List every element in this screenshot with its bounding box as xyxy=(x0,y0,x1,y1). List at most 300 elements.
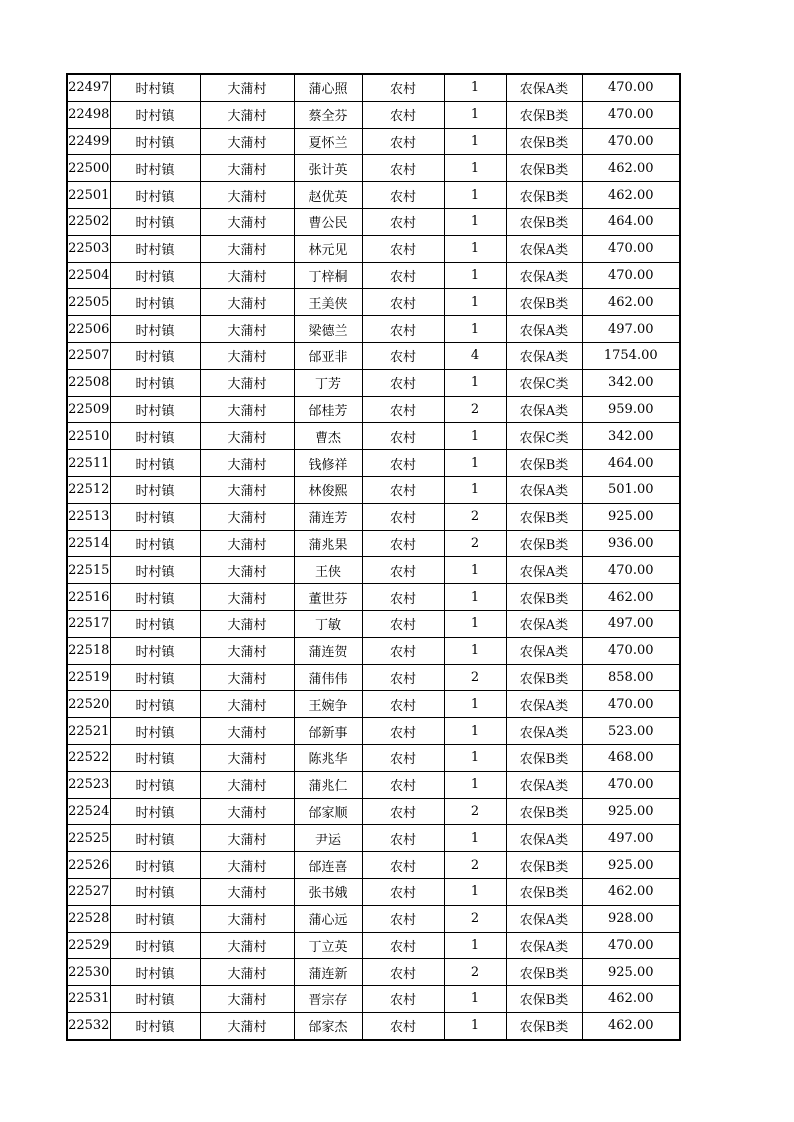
village-cell: 大蒲村 xyxy=(200,664,294,691)
insurance-class-cell: 农保C类 xyxy=(506,423,582,450)
town-cell: 时村镇 xyxy=(110,610,200,637)
town-cell: 时村镇 xyxy=(110,423,200,450)
area-type-cell: 农村 xyxy=(362,664,444,691)
table-row xyxy=(67,369,680,396)
village-cell: 大蒲村 xyxy=(200,396,294,423)
area-type-cell: 农村 xyxy=(362,128,444,155)
household-count-cell: 2 xyxy=(444,664,506,691)
insurance-class-cell: 农保B类 xyxy=(506,664,582,691)
area-type-cell: 农村 xyxy=(362,396,444,423)
insurance-class-cell: 农保B类 xyxy=(506,744,582,771)
village-cell: 大蒲村 xyxy=(200,557,294,584)
amount-cell: 470.00 xyxy=(582,74,680,101)
town-cell: 时村镇 xyxy=(110,1012,200,1039)
name-cell: 邰家杰 xyxy=(294,1012,362,1039)
name-cell: 董世芬 xyxy=(294,584,362,611)
village-cell: 大蒲村 xyxy=(200,450,294,477)
amount-cell: 342.00 xyxy=(582,369,680,396)
town-cell: 时村镇 xyxy=(110,637,200,664)
village-cell: 大蒲村 xyxy=(200,316,294,343)
table-row xyxy=(67,476,680,503)
amount-cell: 497.00 xyxy=(582,316,680,343)
village-cell: 大蒲村 xyxy=(200,744,294,771)
insurance-class-cell: 农保A类 xyxy=(506,557,582,584)
amount-cell: 470.00 xyxy=(582,932,680,959)
village-cell: 大蒲村 xyxy=(200,182,294,209)
record-id-cell: 22531 xyxy=(67,986,110,1013)
insurance-class-cell: 农保B类 xyxy=(506,101,582,128)
village-cell: 大蒲村 xyxy=(200,852,294,879)
area-type-cell: 农村 xyxy=(362,932,444,959)
town-cell: 时村镇 xyxy=(110,289,200,316)
record-id-cell: 22511 xyxy=(67,450,110,477)
amount-cell: 470.00 xyxy=(582,691,680,718)
village-cell: 大蒲村 xyxy=(200,691,294,718)
name-cell: 邰连喜 xyxy=(294,852,362,879)
amount-cell: 925.00 xyxy=(582,503,680,530)
household-count-cell: 2 xyxy=(444,959,506,986)
area-type-cell: 农村 xyxy=(362,610,444,637)
record-id-cell: 22517 xyxy=(67,610,110,637)
amount-cell: 462.00 xyxy=(582,182,680,209)
table-row xyxy=(67,289,680,316)
village-cell: 大蒲村 xyxy=(200,530,294,557)
area-type-cell: 农村 xyxy=(362,986,444,1013)
town-cell: 时村镇 xyxy=(110,959,200,986)
name-cell: 邰家顺 xyxy=(294,798,362,825)
area-type-cell: 农村 xyxy=(362,476,444,503)
town-cell: 时村镇 xyxy=(110,208,200,235)
household-count-cell: 1 xyxy=(444,423,506,450)
record-id-cell: 22513 xyxy=(67,503,110,530)
insurance-class-cell: 农保C类 xyxy=(506,369,582,396)
household-count-cell: 1 xyxy=(444,584,506,611)
insurance-class-cell: 农保B类 xyxy=(506,182,582,209)
village-cell: 大蒲村 xyxy=(200,128,294,155)
insurance-class-cell: 农保B类 xyxy=(506,128,582,155)
table-row xyxy=(67,316,680,343)
amount-cell: 462.00 xyxy=(582,584,680,611)
household-count-cell: 1 xyxy=(444,262,506,289)
insurance-class-cell: 农保A类 xyxy=(506,610,582,637)
insurance-class-cell: 农保B类 xyxy=(506,503,582,530)
insurance-class-cell: 农保A类 xyxy=(506,396,582,423)
household-count-cell: 2 xyxy=(444,503,506,530)
household-count-cell: 1 xyxy=(444,691,506,718)
area-type-cell: 农村 xyxy=(362,74,444,101)
village-cell: 大蒲村 xyxy=(200,423,294,450)
area-type-cell: 农村 xyxy=(362,1012,444,1039)
village-cell: 大蒲村 xyxy=(200,959,294,986)
record-id-cell: 22524 xyxy=(67,798,110,825)
area-type-cell: 农村 xyxy=(362,584,444,611)
village-cell: 大蒲村 xyxy=(200,932,294,959)
household-count-cell: 1 xyxy=(444,557,506,584)
household-count-cell: 2 xyxy=(444,852,506,879)
insurance-class-cell: 农保A类 xyxy=(506,262,582,289)
area-type-cell: 农村 xyxy=(362,637,444,664)
name-cell: 晋宗存 xyxy=(294,986,362,1013)
village-cell: 大蒲村 xyxy=(200,878,294,905)
record-id-cell: 22525 xyxy=(67,825,110,852)
record-id-cell: 22519 xyxy=(67,664,110,691)
record-id-cell: 22526 xyxy=(67,852,110,879)
village-cell: 大蒲村 xyxy=(200,155,294,182)
name-cell: 蒲连贺 xyxy=(294,637,362,664)
village-cell: 大蒲村 xyxy=(200,584,294,611)
table-row xyxy=(67,798,680,825)
name-cell: 尹运 xyxy=(294,825,362,852)
household-count-cell: 2 xyxy=(444,396,506,423)
amount-cell: 342.00 xyxy=(582,423,680,450)
area-type-cell: 农村 xyxy=(362,208,444,235)
village-cell: 大蒲村 xyxy=(200,771,294,798)
village-cell: 大蒲村 xyxy=(200,235,294,262)
name-cell: 王侠 xyxy=(294,557,362,584)
household-count-cell: 2 xyxy=(444,530,506,557)
amount-cell: 470.00 xyxy=(582,637,680,664)
name-cell: 蒲连芳 xyxy=(294,503,362,530)
record-id-cell: 22507 xyxy=(67,342,110,369)
record-id-cell: 22503 xyxy=(67,235,110,262)
town-cell: 时村镇 xyxy=(110,852,200,879)
household-count-cell: 1 xyxy=(444,208,506,235)
household-count-cell: 2 xyxy=(444,905,506,932)
amount-cell: 497.00 xyxy=(582,610,680,637)
record-id-cell: 22532 xyxy=(67,1012,110,1039)
name-cell: 丁芳 xyxy=(294,369,362,396)
table-row xyxy=(67,155,680,182)
table-row xyxy=(67,423,680,450)
table-row xyxy=(67,852,680,879)
table-row xyxy=(67,128,680,155)
household-count-cell: 1 xyxy=(444,369,506,396)
insurance-class-cell: 农保B类 xyxy=(506,530,582,557)
town-cell: 时村镇 xyxy=(110,316,200,343)
amount-cell: 470.00 xyxy=(582,557,680,584)
insurance-class-cell: 农保A类 xyxy=(506,476,582,503)
area-type-cell: 农村 xyxy=(362,369,444,396)
name-cell: 蒲兆果 xyxy=(294,530,362,557)
village-cell: 大蒲村 xyxy=(200,610,294,637)
table-row xyxy=(67,584,680,611)
insurance-class-cell: 农保B类 xyxy=(506,878,582,905)
amount-cell: 464.00 xyxy=(582,208,680,235)
household-count-cell: 1 xyxy=(444,316,506,343)
town-cell: 时村镇 xyxy=(110,262,200,289)
town-cell: 时村镇 xyxy=(110,182,200,209)
name-cell: 丁立英 xyxy=(294,932,362,959)
name-cell: 张书娥 xyxy=(294,878,362,905)
town-cell: 时村镇 xyxy=(110,476,200,503)
record-id-cell: 22508 xyxy=(67,369,110,396)
table-row xyxy=(67,450,680,477)
insurance-class-cell: 农保A类 xyxy=(506,316,582,343)
name-cell: 王美侠 xyxy=(294,289,362,316)
area-type-cell: 农村 xyxy=(362,852,444,879)
amount-cell: 936.00 xyxy=(582,530,680,557)
household-count-cell: 1 xyxy=(444,289,506,316)
area-type-cell: 农村 xyxy=(362,691,444,718)
record-id-cell: 22514 xyxy=(67,530,110,557)
town-cell: 时村镇 xyxy=(110,664,200,691)
household-count-cell: 1 xyxy=(444,718,506,745)
village-cell: 大蒲村 xyxy=(200,289,294,316)
amount-cell: 497.00 xyxy=(582,825,680,852)
name-cell: 陈兆华 xyxy=(294,744,362,771)
name-cell: 赵优英 xyxy=(294,182,362,209)
town-cell: 时村镇 xyxy=(110,771,200,798)
village-cell: 大蒲村 xyxy=(200,208,294,235)
table-row xyxy=(67,530,680,557)
name-cell: 蒲连新 xyxy=(294,959,362,986)
household-count-cell: 2 xyxy=(444,798,506,825)
record-id-cell: 22520 xyxy=(67,691,110,718)
town-cell: 时村镇 xyxy=(110,369,200,396)
record-id-cell: 22509 xyxy=(67,396,110,423)
area-type-cell: 农村 xyxy=(362,798,444,825)
record-id-cell: 22516 xyxy=(67,584,110,611)
village-cell: 大蒲村 xyxy=(200,74,294,101)
table-row xyxy=(67,101,680,128)
household-count-cell: 1 xyxy=(444,450,506,477)
amount-cell: 928.00 xyxy=(582,905,680,932)
amount-cell: 470.00 xyxy=(582,262,680,289)
name-cell: 邰亚非 xyxy=(294,342,362,369)
area-type-cell: 农村 xyxy=(362,101,444,128)
name-cell: 林元见 xyxy=(294,235,362,262)
amount-cell: 858.00 xyxy=(582,664,680,691)
insurance-class-cell: 农保A类 xyxy=(506,771,582,798)
insurance-class-cell: 农保A类 xyxy=(506,342,582,369)
area-type-cell: 农村 xyxy=(362,235,444,262)
insurance-class-cell: 农保A类 xyxy=(506,718,582,745)
household-count-cell: 1 xyxy=(444,1012,506,1039)
town-cell: 时村镇 xyxy=(110,905,200,932)
amount-cell: 462.00 xyxy=(582,986,680,1013)
amount-cell: 925.00 xyxy=(582,798,680,825)
record-id-cell: 22504 xyxy=(67,262,110,289)
name-cell: 蒲心远 xyxy=(294,905,362,932)
area-type-cell: 农村 xyxy=(362,744,444,771)
village-cell: 大蒲村 xyxy=(200,1012,294,1039)
name-cell: 蒲伟伟 xyxy=(294,664,362,691)
name-cell: 蒲兆仁 xyxy=(294,771,362,798)
town-cell: 时村镇 xyxy=(110,235,200,262)
record-id-cell: 22506 xyxy=(67,316,110,343)
record-id-cell: 22505 xyxy=(67,289,110,316)
area-type-cell: 农村 xyxy=(362,503,444,530)
village-cell: 大蒲村 xyxy=(200,637,294,664)
village-cell: 大蒲村 xyxy=(200,476,294,503)
insurance-class-cell: 农保A类 xyxy=(506,235,582,262)
area-type-cell: 农村 xyxy=(362,557,444,584)
record-id-cell: 22499 xyxy=(67,128,110,155)
table-row xyxy=(67,932,680,959)
household-count-cell: 1 xyxy=(444,932,506,959)
record-id-cell: 22521 xyxy=(67,718,110,745)
village-cell: 大蒲村 xyxy=(200,798,294,825)
record-id-cell: 22497 xyxy=(67,74,110,101)
table-row xyxy=(67,744,680,771)
household-count-cell: 1 xyxy=(444,74,506,101)
table-row xyxy=(67,664,680,691)
name-cell: 曹杰 xyxy=(294,423,362,450)
area-type-cell: 农村 xyxy=(362,182,444,209)
household-count-cell: 1 xyxy=(444,182,506,209)
village-cell: 大蒲村 xyxy=(200,986,294,1013)
insurance-class-cell: 农保B类 xyxy=(506,584,582,611)
household-count-cell: 1 xyxy=(444,610,506,637)
area-type-cell: 农村 xyxy=(362,878,444,905)
amount-cell: 462.00 xyxy=(582,878,680,905)
town-cell: 时村镇 xyxy=(110,825,200,852)
name-cell: 邰新事 xyxy=(294,718,362,745)
table-row xyxy=(67,235,680,262)
record-id-cell: 22530 xyxy=(67,959,110,986)
town-cell: 时村镇 xyxy=(110,450,200,477)
household-count-cell: 4 xyxy=(444,342,506,369)
town-cell: 时村镇 xyxy=(110,932,200,959)
amount-cell: 925.00 xyxy=(582,959,680,986)
table-row xyxy=(67,74,680,101)
amount-cell: 470.00 xyxy=(582,771,680,798)
name-cell: 夏怀兰 xyxy=(294,128,362,155)
town-cell: 时村镇 xyxy=(110,101,200,128)
name-cell: 曹公民 xyxy=(294,208,362,235)
insurance-class-cell: 农保A类 xyxy=(506,905,582,932)
table-body xyxy=(67,74,680,1040)
record-id-cell: 22529 xyxy=(67,932,110,959)
household-count-cell: 1 xyxy=(444,637,506,664)
household-count-cell: 1 xyxy=(444,128,506,155)
table-row xyxy=(67,182,680,209)
town-cell: 时村镇 xyxy=(110,396,200,423)
village-cell: 大蒲村 xyxy=(200,503,294,530)
town-cell: 时村镇 xyxy=(110,503,200,530)
record-id-cell: 22501 xyxy=(67,182,110,209)
table-row xyxy=(67,342,680,369)
area-type-cell: 农村 xyxy=(362,423,444,450)
area-type-cell: 农村 xyxy=(362,342,444,369)
table-row xyxy=(67,637,680,664)
record-id-cell: 22500 xyxy=(67,155,110,182)
area-type-cell: 农村 xyxy=(362,262,444,289)
amount-cell: 925.00 xyxy=(582,852,680,879)
household-count-cell: 1 xyxy=(444,825,506,852)
record-id-cell: 22518 xyxy=(67,637,110,664)
town-cell: 时村镇 xyxy=(110,744,200,771)
record-id-cell: 22512 xyxy=(67,476,110,503)
name-cell: 蔡全芬 xyxy=(294,101,362,128)
town-cell: 时村镇 xyxy=(110,584,200,611)
amount-cell: 523.00 xyxy=(582,718,680,745)
town-cell: 时村镇 xyxy=(110,691,200,718)
insurance-class-cell: 农保A类 xyxy=(506,637,582,664)
record-id-cell: 22502 xyxy=(67,208,110,235)
table-row xyxy=(67,503,680,530)
area-type-cell: 农村 xyxy=(362,530,444,557)
amount-cell: 501.00 xyxy=(582,476,680,503)
household-count-cell: 1 xyxy=(444,878,506,905)
name-cell: 丁梓桐 xyxy=(294,262,362,289)
town-cell: 时村镇 xyxy=(110,530,200,557)
village-cell: 大蒲村 xyxy=(200,101,294,128)
name-cell: 邰桂芳 xyxy=(294,396,362,423)
insurance-class-cell: 农保A类 xyxy=(506,74,582,101)
name-cell: 丁敏 xyxy=(294,610,362,637)
insurance-class-cell: 农保A类 xyxy=(506,825,582,852)
table-row xyxy=(67,959,680,986)
town-cell: 时村镇 xyxy=(110,342,200,369)
amount-cell: 470.00 xyxy=(582,101,680,128)
record-id-cell: 22510 xyxy=(67,423,110,450)
table-row xyxy=(67,396,680,423)
insurance-class-cell: 农保B类 xyxy=(506,959,582,986)
record-id-cell: 22515 xyxy=(67,557,110,584)
insurance-class-cell: 农保B类 xyxy=(506,986,582,1013)
table-row xyxy=(67,905,680,932)
town-cell: 时村镇 xyxy=(110,986,200,1013)
amount-cell: 464.00 xyxy=(582,450,680,477)
area-type-cell: 农村 xyxy=(362,771,444,798)
name-cell: 王婉争 xyxy=(294,691,362,718)
table-row xyxy=(67,208,680,235)
area-type-cell: 农村 xyxy=(362,905,444,932)
name-cell: 蒲心照 xyxy=(294,74,362,101)
amount-cell: 1754.00 xyxy=(582,342,680,369)
area-type-cell: 农村 xyxy=(362,316,444,343)
table-row xyxy=(67,718,680,745)
area-type-cell: 农村 xyxy=(362,289,444,316)
household-count-cell: 1 xyxy=(444,986,506,1013)
household-count-cell: 1 xyxy=(444,235,506,262)
record-id-cell: 22498 xyxy=(67,101,110,128)
insurance-class-cell: 农保B类 xyxy=(506,1012,582,1039)
village-cell: 大蒲村 xyxy=(200,262,294,289)
town-cell: 时村镇 xyxy=(110,798,200,825)
record-id-cell: 22523 xyxy=(67,771,110,798)
amount-cell: 462.00 xyxy=(582,155,680,182)
town-cell: 时村镇 xyxy=(110,128,200,155)
town-cell: 时村镇 xyxy=(110,718,200,745)
amount-cell: 468.00 xyxy=(582,744,680,771)
name-cell: 钱修祥 xyxy=(294,450,362,477)
name-cell: 梁德兰 xyxy=(294,316,362,343)
insurance-class-cell: 农保B类 xyxy=(506,155,582,182)
area-type-cell: 农村 xyxy=(362,718,444,745)
household-count-cell: 1 xyxy=(444,101,506,128)
name-cell: 张计英 xyxy=(294,155,362,182)
area-type-cell: 农村 xyxy=(362,155,444,182)
area-type-cell: 农村 xyxy=(362,825,444,852)
insurance-class-cell: 农保B类 xyxy=(506,289,582,316)
table-row xyxy=(67,986,680,1013)
town-cell: 时村镇 xyxy=(110,74,200,101)
name-cell: 林俊熙 xyxy=(294,476,362,503)
table-row xyxy=(67,825,680,852)
village-cell: 大蒲村 xyxy=(200,369,294,396)
village-cell: 大蒲村 xyxy=(200,342,294,369)
amount-cell: 462.00 xyxy=(582,289,680,316)
amount-cell: 470.00 xyxy=(582,235,680,262)
insurance-class-cell: 农保B类 xyxy=(506,208,582,235)
table-row xyxy=(67,771,680,798)
area-type-cell: 农村 xyxy=(362,959,444,986)
village-cell: 大蒲村 xyxy=(200,825,294,852)
village-cell: 大蒲村 xyxy=(200,905,294,932)
table-row xyxy=(67,1012,680,1039)
